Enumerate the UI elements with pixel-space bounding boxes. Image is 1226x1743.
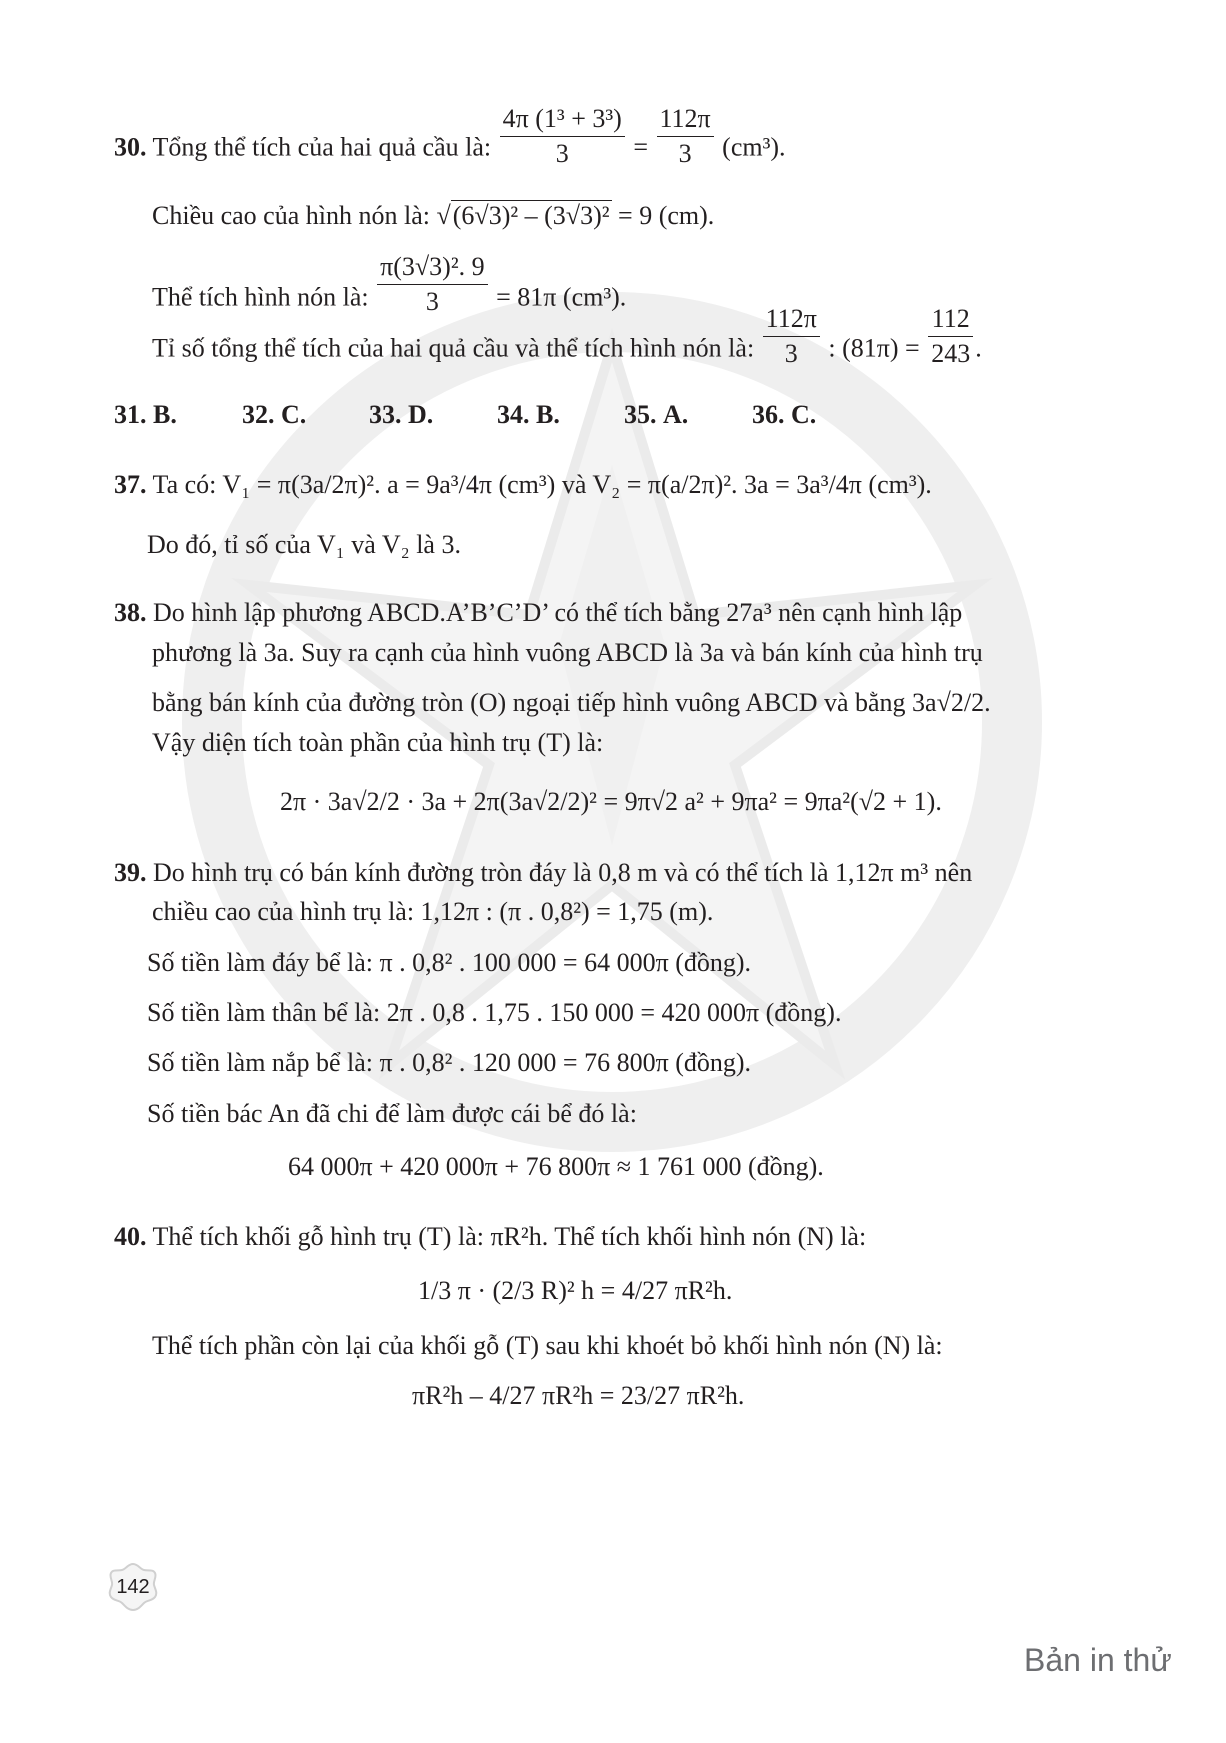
q39-line5: Số tiền làm nắp bể là: π . 0,8² . 120 000 = 76 800π (đồng). [147,1048,752,1077]
answer-36: 36. C. [752,400,817,429]
answer-34: 34. B. [497,400,560,429]
answer-33: 33. D. [369,400,434,429]
q30-line1: 30. Tổng thể tích của hai quả cầu là: $\frac{\text{4π (1³ + 3³)}}{3}$ = $\frac{112\pi}{3}$ (cm³). [114,104,786,168]
q39-line3: Số tiền làm đáy bể là: π . 0,8² . 100 000 = 64 000π (đồng). [147,948,752,977]
q37-number: 37. [114,470,147,499]
q40-line2: Thể tích phần còn lại của khối gỗ (T) sau khi khoét bỏ khối hình nón (N) là: [152,1331,943,1360]
q38-line1: 38. Do hình lập phương ABCD.A’B’C’D’ có thể tích bằng 27a³ nên cạnh hình lập [114,598,963,627]
q38-line4: Vậy diện tích toàn phần của hình trụ (T) là: [152,728,604,757]
q30-intro: Tổng thể tích của hai quả cầu là: [152,132,492,162]
q30-ratio-fraction-1: $\frac{112\pi}{3}$ [763,304,820,369]
q40-number: 40. [114,1222,147,1251]
page-number-badge [108,1562,158,1612]
q39-number: 39. [114,858,147,887]
q30-number: 30. [114,132,147,162]
q39-line4: Số tiền làm thân bể là: 2π . 0,8 . 1,75 . 150 000 = 420 000π (đồng). [147,998,842,1027]
answer-35: 35. A. [624,400,689,429]
q39-line1: 39. Do hình trụ có bán kính đường tròn đáy là 0,8 m và có thể tích là 1,12π m³ nên [114,858,973,887]
q37-formula: Ta có: V₁ = π(3a/2π)². a = 9a³/4π (cm³) và V₂ = π(a/2π)². 3a = 3a³/4π (cm³). [152,470,932,499]
q38-formula: 2π · 3a√2/2 · 3a + 2π(3a√2/2)² = 9π√2 a² + 9πa² = 9πa²(√2 + 1). [280,787,942,816]
q38-number: 38. [114,598,147,627]
q39-line2: chiều cao của hình trụ là: 1,12π : (π . 0,8²) = 1,75 (m). [152,897,714,926]
footer-draft-label: Bản in thử [1024,1642,1172,1678]
q30-height: Chiều cao của hình nón là: √(6√3)² – (3√3)² = 9 (cm). [152,201,715,230]
q40-line1: 40. Thể tích khối gỗ hình trụ (T) là: πR²h. Thể tích khối hình nón (N) là: [114,1222,867,1251]
q40-formula1: 1/3 π · (2/3 R)² h = 4/27 πR²h. [418,1276,733,1305]
q38-line2: phương là 3a. Suy ra cạnh của hình vuông ABCD là 3a và bán kính của hình trụ [152,638,983,667]
q30-fraction-1: $\frac{\text{4π (1³ + 3³)}}{3}$ [500,104,625,169]
answer-32: 32. C. [242,400,307,429]
q30-volume: Thể tích hình nón là: $\frac{\text{π(3√3)². 9}}{3}$ = 81π (cm³). [152,252,627,316]
q39-line7: 64 000π + 420 000π + 76 800π ≈ 1 761 000 (đồng). [288,1152,824,1181]
q30-ratio: Tỉ số tổng thể tích của hai quả cầu và thể tích hình nón là: $\frac{112\pi}{3}$ : (81π) = $\frac{112}{243}$ . [152,304,982,368]
q38-line3: bằng bán kính của đường tròn (O) ngoại tiếp hình vuông ABCD và bằng 3a√2/2. [152,688,991,717]
q37-line1 [114,472,932,498]
q37-line2: Do đó, tỉ số của V₁ và V₂ là 3. [147,530,461,559]
q39-line6: Số tiền bác An đã chi để làm được cái bể đó là: [147,1099,637,1128]
q40-formula2: πR²h – 4/27 πR²h = 23/27 πR²h. [412,1381,745,1410]
answer-31: 31. B. [114,400,177,429]
q30-fraction-2: $\frac{112\pi}{3}$ [657,104,714,169]
q30-ratio-fraction-2: $\frac{112}{243}$ [928,304,973,369]
q30-volume-fraction: $\frac{\text{π(3√3)². 9}}{3}$ [377,252,488,317]
page-number: 142 [116,1576,150,1598]
